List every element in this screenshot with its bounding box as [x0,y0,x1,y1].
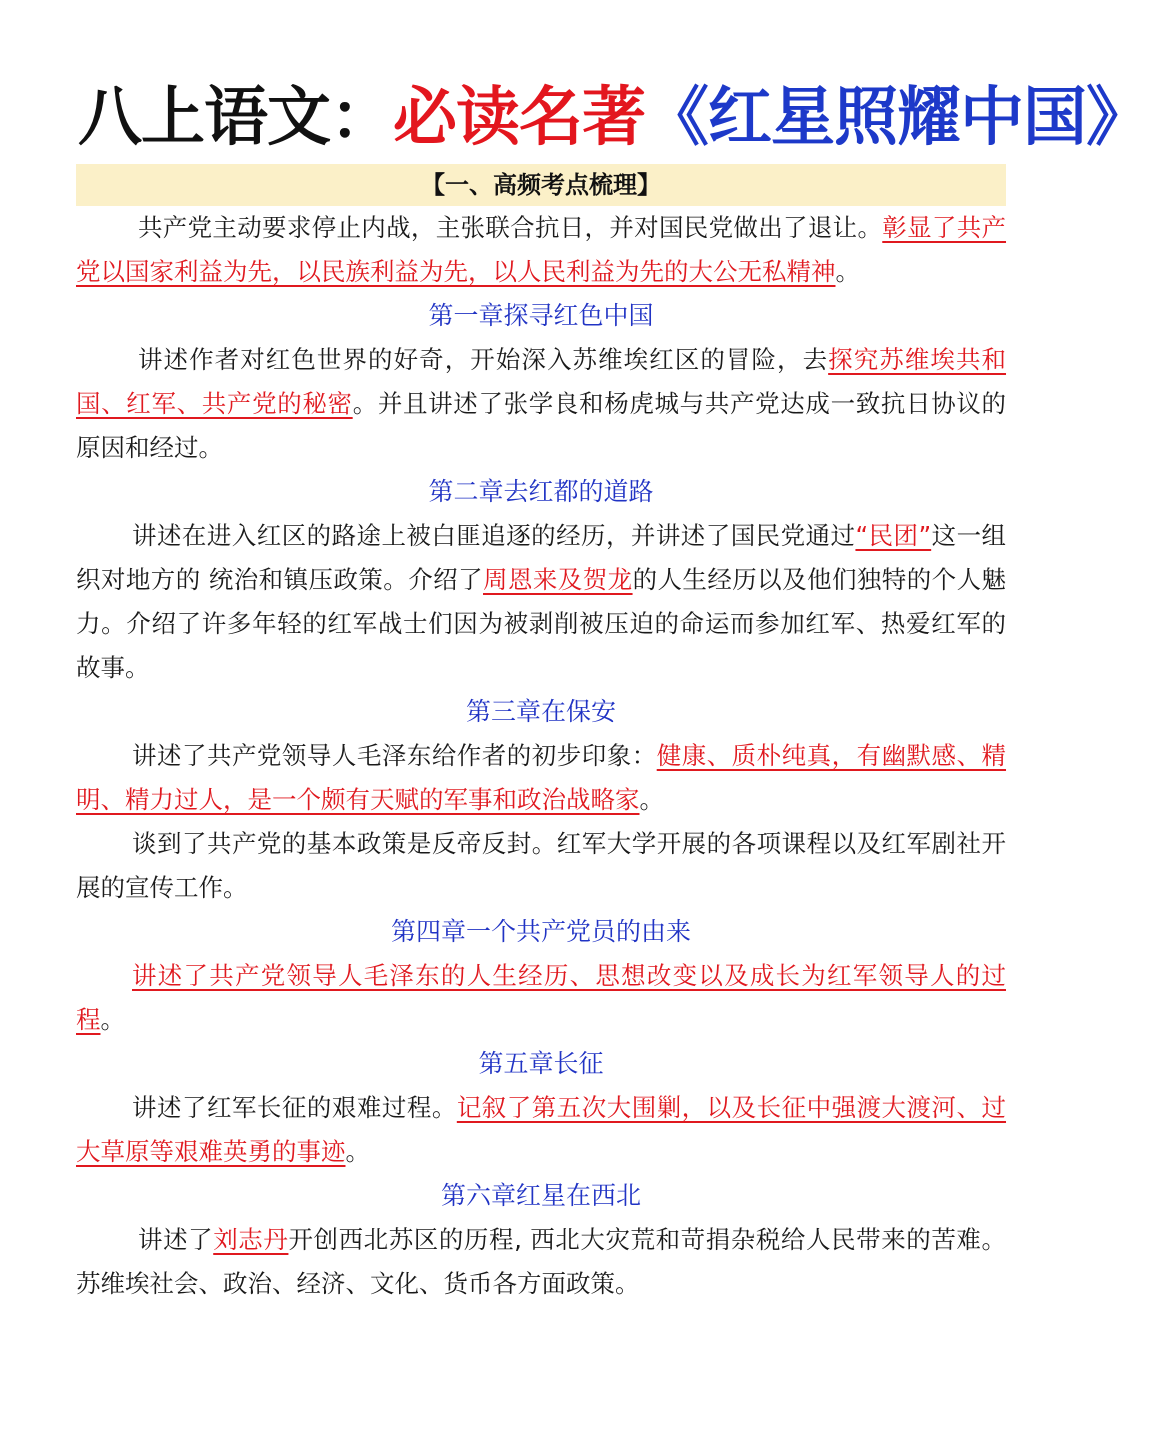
chapter-6-heading: 第六章红星在西北 [440,1181,641,1210]
chapter-3-paragraph-2: 谈到了共产党的基本政策是反帝反封。红军大学开展的各项课程以及红军剧社开展的宣传工作。 [76,829,1006,902]
chapter-2-paragraph [76,514,1006,690]
chapter-3-text-2: 。 [639,785,664,814]
chapter-3-text-1: 讲述了共产党领导人毛泽东给作者的初步印象： [132,741,657,770]
chapter-2-text-3: 的人生经历以及他们独特的个人魅力。介绍了许多年轻的红军战士们因为被剥削被压迫的命运而参加红军、热爱红军的故事。 [76,565,1007,682]
chapter-4-paragraph [76,954,1006,1042]
title-prefix: 八上语文： [78,81,393,155]
chapter-6-paragraph [76,1218,1006,1306]
chapter-1-text-1: 讲述作者对红色世界的好奇，开始深入苏维埃红区的冒险，去 [138,345,829,374]
intro-end: 。 [835,257,860,286]
chapter-3-heading: 第三章在保安 [465,697,616,726]
chapter-2-heading: 第二章去红都的道路 [428,477,654,506]
chapter-5-highlight-1: 记叙了第五次大围剿，以及长征中强渡大渡河、过大草原等艰难英勇的事迹 [76,1093,1007,1166]
chapter-5-heading: 第五章长征 [478,1049,604,1078]
chapter-5-paragraph [76,1086,1006,1174]
chapter-3-highlight-1: 健康、质朴纯真，有幽默感、精明、精力过人，是一个颇有天赋的军事和政治战略家 [76,741,1007,814]
chapter-1-paragraph [76,338,1006,470]
chapter-1-heading: 第一章探寻红色中国 [428,301,654,330]
intro-text: 共产党主动要求停止内战，主张联合抗日，并对国民党做出了退让。 [138,213,883,242]
chapter-4-text-1: 。 [100,1005,125,1034]
chapter-2-text-2: 这一组织对地方的 统治和镇压政策。介绍了 [76,521,1007,594]
chapter-1-highlight-1: 探究苏维埃共和国、红军、共产党的秘密 [76,345,1007,418]
title-middle: 必读名著 [393,81,645,155]
document-page [76,81,1149,1306]
section-banner: 【一、高频考点梳理】 [76,164,1006,206]
chapter-5-text-1: 讲述了红军长征的艰难过程。 [132,1093,457,1122]
chapter-6-text-1: 讲述了 [138,1225,214,1254]
chapter-6-text-2: 开创西北苏区的历程, 西北大灾荒和苛捐杂税给人民带来的苦难。苏维埃社会、政治、经济、文化、货币各方面政策。 [76,1225,1007,1298]
chapter-2-highlight-1: “民团” [855,521,932,550]
intro-highlight: 彰显了共产党以国家利益为先，以民族利益为先，以人民利益为先的大公无私精神 [76,213,1007,286]
chapter-2-text-1: 讲述在进入红区的路途上被白匪追逐的经历，并讲述了国民党通过 [132,521,856,550]
chapter-6-highlight-1: 刘志丹 [213,1225,289,1254]
chapter-2-highlight-2: 周恩来及贺龙 [483,565,633,594]
page-title [78,81,1149,155]
chapter-3-paragraph-1 [76,734,1006,822]
chapter-1-text-2: 。并且讲述了张学良和杨虎城与共产党达成一致抗日协议的原因和经过。 [76,389,1007,462]
chapter-4-highlight-1: 讲述了共产党领导人毛泽东的人生经历、思想改变以及成长为红军领导人的过程 [76,961,1006,1034]
title-book: 《红星照耀中国》 [645,81,1149,155]
intro-paragraph [76,206,1006,294]
chapter-4-heading: 第四章一个共产党员的由来 [390,917,691,946]
chapter-5-text-2: 。 [345,1137,370,1166]
